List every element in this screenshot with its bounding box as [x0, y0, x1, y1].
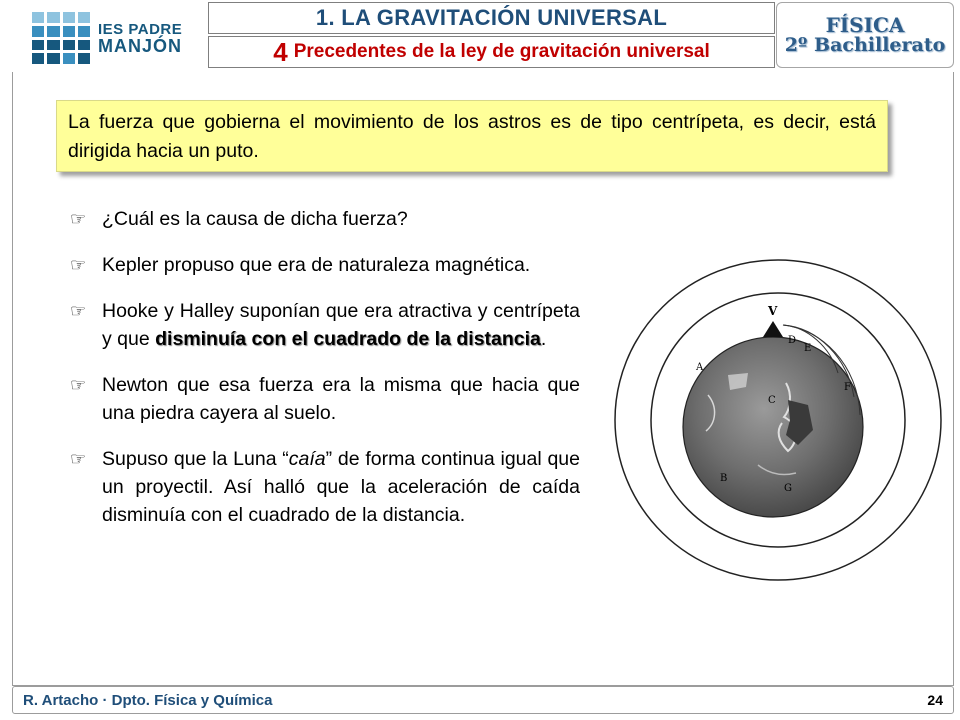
- bullet-item: [70, 445, 580, 529]
- bullet-text: Kepler propuso que era de naturaleza magnética.: [102, 254, 531, 276]
- bullet-item: [70, 371, 580, 427]
- bullet-text-part: .: [540, 328, 547, 350]
- pointing-hand-icon: ☞: [70, 449, 87, 469]
- label-d: D: [788, 335, 797, 346]
- bullet-text: [102, 297, 580, 353]
- pointing-hand-icon: ☞: [70, 255, 87, 275]
- pointing-hand-icon: ☞: [70, 209, 87, 229]
- title-box: [208, 2, 775, 34]
- label-c: C: [768, 395, 776, 406]
- header: [0, 0, 960, 72]
- label-f: F: [844, 382, 851, 393]
- label-e: E: [804, 343, 812, 354]
- page-title: 1. LA GRAVITACIÓN UNIVERSAL: [315, 5, 668, 30]
- bullet-text: ¿Cuál es la causa de dicha fuerza?: [102, 208, 408, 230]
- highlight-note: La fuerza que gobierna el movimiento de los astros es de tipo centrípeta, es decir, está dirigida hacia un puto.: [56, 100, 888, 172]
- bullet-text-part: Hooke y Halley suponían que era atractiva y centrípeta y que: [102, 300, 580, 350]
- page-number: 24: [927, 692, 943, 708]
- course-badge: [776, 2, 954, 68]
- label-v: V: [768, 304, 778, 318]
- footer-author: R. Artacho · Dpto. Física y Química: [23, 691, 273, 709]
- footer-bar: [12, 686, 954, 714]
- bullet-item: [70, 251, 580, 279]
- pointing-hand-icon: ☞: [70, 375, 87, 395]
- logo-line1: IES PADRE: [98, 20, 183, 38]
- course-level: 2º Bachillerato: [784, 33, 946, 56]
- bullet-text-part: ” de forma continua igual que un proyectil. Así halló que la aceleración de caída disminuía con el cuadrado de la distancia.: [102, 448, 580, 526]
- section-number: 4: [273, 36, 288, 67]
- emphasis-text: disminuía con el cuadrado de la distancia: [155, 328, 541, 350]
- label-g: G: [784, 483, 792, 494]
- section-subtitle: Precedentes de la ley de gravitación universal: [293, 41, 710, 62]
- label-a: A: [696, 362, 704, 373]
- bullet-item: [70, 205, 580, 233]
- course-subject: FÍSICA: [825, 12, 905, 37]
- bullet-list: [70, 205, 580, 547]
- bullet-text: Newton que esa fuerza era la misma que hacia que una piedra cayera al suelo.: [102, 374, 580, 424]
- bullet-text: [102, 445, 580, 529]
- pointing-hand-icon: ☞: [70, 301, 87, 321]
- italic-text: caía: [288, 448, 326, 470]
- bullet-item: [70, 297, 580, 353]
- logo-grid-icon: [32, 12, 90, 64]
- bullet-text-part: Supuso que la Luna “: [102, 448, 289, 470]
- logo-line2: MANJÓN: [98, 35, 183, 56]
- label-b: B: [720, 473, 728, 484]
- school-logo: [32, 10, 197, 66]
- subtitle-box: [208, 36, 775, 68]
- newton-cannon-figure: [608, 255, 948, 585]
